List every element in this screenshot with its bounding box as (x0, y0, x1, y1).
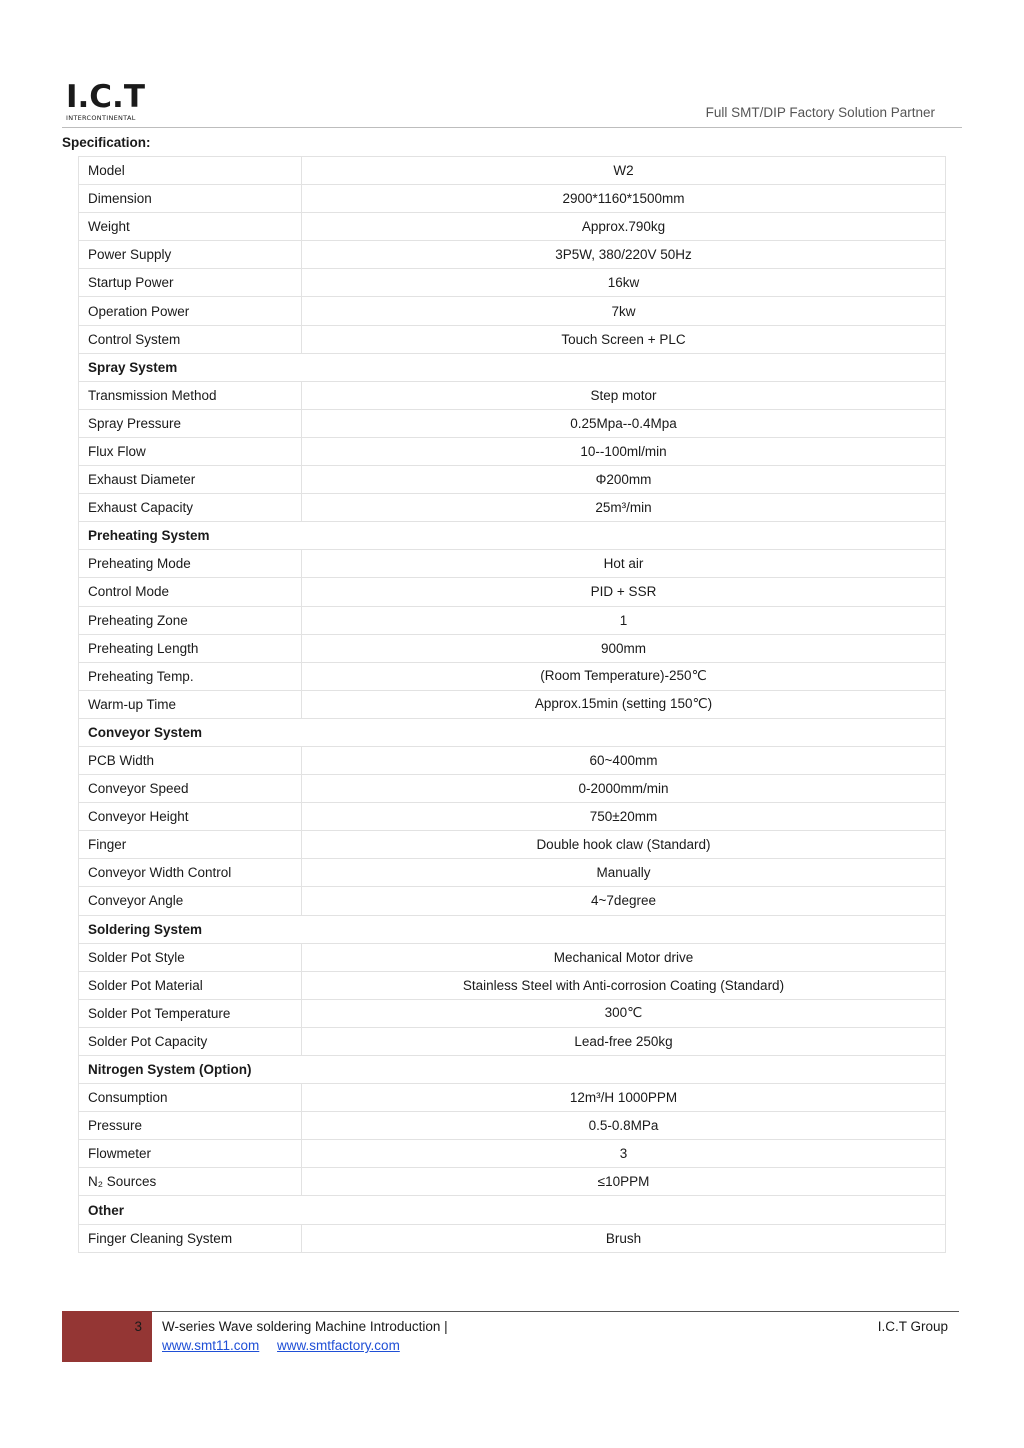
table-row (79, 381, 946, 409)
spec-value: 7kw (302, 297, 946, 325)
spec-label: Power Supply (79, 241, 302, 269)
spec-value: 3P5W, 380/220V 50Hz (302, 241, 946, 269)
spec-heading: Specification: (62, 135, 151, 150)
spec-value: Manually (302, 859, 946, 887)
section-row (79, 915, 946, 943)
spec-label: Spray Pressure (79, 409, 302, 437)
table-row (79, 466, 946, 494)
footer-divider (152, 1311, 959, 1312)
section-title: Preheating System (79, 522, 946, 550)
spec-value: PID + SSR (302, 578, 946, 606)
table-row (79, 325, 946, 353)
logo-letters: I.C.T (66, 79, 145, 115)
table-row (79, 1224, 946, 1252)
table-row (79, 775, 946, 803)
table-row (79, 494, 946, 522)
table-row (79, 297, 946, 325)
table-row (79, 157, 946, 185)
spec-label: Preheating Mode (79, 550, 302, 578)
section-row (79, 718, 946, 746)
section-title: Spray System (79, 353, 946, 381)
spec-label: Preheating Temp. (79, 662, 302, 690)
spec-label: Solder Pot Temperature (79, 999, 302, 1027)
spec-label: Finger Cleaning System (79, 1224, 302, 1252)
table-row (79, 1112, 946, 1140)
spec-value: 3 (302, 1140, 946, 1168)
spec-value: 60~400mm (302, 746, 946, 774)
section-row (79, 1196, 946, 1224)
spec-value: 1 (302, 606, 946, 634)
spec-label: Flowmeter (79, 1140, 302, 1168)
spec-label: PCB Width (79, 746, 302, 774)
footer-links (162, 1338, 414, 1353)
table-row (79, 185, 946, 213)
table-row (79, 634, 946, 662)
spec-value: Touch Screen + PLC (302, 325, 946, 353)
table-row (79, 803, 946, 831)
spec-label: Consumption (79, 1084, 302, 1112)
section-row (79, 1056, 946, 1084)
spec-value: Brush (302, 1224, 946, 1252)
spec-label: Conveyor Speed (79, 775, 302, 803)
spec-label: Solder Pot Capacity (79, 1027, 302, 1055)
table-row (79, 999, 946, 1027)
spec-table (78, 156, 946, 1253)
table-row (79, 269, 946, 297)
spec-label: Pressure (79, 1112, 302, 1140)
spec-value: 4~7degree (302, 887, 946, 915)
table-row (79, 1027, 946, 1055)
section-title: Soldering System (79, 915, 946, 943)
table-row (79, 746, 946, 774)
table-row (79, 943, 946, 971)
spec-value: Mechanical Motor drive (302, 943, 946, 971)
spec-label: Operation Power (79, 297, 302, 325)
spec-label: Preheating Zone (79, 606, 302, 634)
logo-subtitle: INTERCONTINENTAL (66, 114, 136, 122)
table-row (79, 241, 946, 269)
spec-label: Conveyor Height (79, 803, 302, 831)
spec-value: Lead-free 250kg (302, 1027, 946, 1055)
spec-label: Preheating Length (79, 634, 302, 662)
spec-label: Warm-up Time (79, 690, 302, 718)
spec-value: Φ200mm (302, 466, 946, 494)
spec-table-body (79, 157, 946, 1253)
table-row (79, 409, 946, 437)
table-row (79, 831, 946, 859)
table-row (79, 662, 946, 690)
footer-title: W-series Wave soldering Machine Introduction | (162, 1319, 448, 1334)
spec-label: Startup Power (79, 269, 302, 297)
table-row (79, 1168, 946, 1196)
spec-value: 16kw (302, 269, 946, 297)
spec-value: 2900*1160*1500mm (302, 185, 946, 213)
spec-label: Control System (79, 325, 302, 353)
spec-value: 750±20mm (302, 803, 946, 831)
spec-label: Conveyor Width Control (79, 859, 302, 887)
table-row (79, 1140, 946, 1168)
page-number: 3 (134, 1319, 142, 1334)
spec-label: Solder Pot Material (79, 971, 302, 999)
section-title: Conveyor System (79, 718, 946, 746)
header-divider (62, 127, 962, 128)
spec-label: Exhaust Capacity (79, 494, 302, 522)
spec-label: Solder Pot Style (79, 943, 302, 971)
spec-label: N₂ Sources (79, 1168, 302, 1196)
spec-value: ≤10PPM (302, 1168, 946, 1196)
spec-value: Approx.15min (setting 150℃) (302, 690, 946, 718)
spec-value: Hot air (302, 550, 946, 578)
table-row (79, 887, 946, 915)
section-row (79, 522, 946, 550)
section-title: Other (79, 1196, 946, 1224)
table-row (79, 213, 946, 241)
spec-value: 300℃ (302, 999, 946, 1027)
footer-company: I.C.T Group (877, 1319, 948, 1334)
spec-value: Step motor (302, 381, 946, 409)
spec-label: Conveyor Angle (79, 887, 302, 915)
header-tagline: Full SMT/DIP Factory Solution Partner (705, 105, 935, 120)
spec-value: 25m³/min (302, 494, 946, 522)
spec-label: Flux Flow (79, 437, 302, 465)
spec-value: 0.25Mpa--0.4Mpa (302, 409, 946, 437)
section-row (79, 353, 946, 381)
table-row (79, 690, 946, 718)
table-row (79, 859, 946, 887)
spec-value: Double hook claw (Standard) (302, 831, 946, 859)
spec-value: W2 (302, 157, 946, 185)
spec-label: Finger (79, 831, 302, 859)
spec-value: Stainless Steel with Anti-corrosion Coating (Standard) (302, 971, 946, 999)
spec-label: Model (79, 157, 302, 185)
spec-label: Transmission Method (79, 381, 302, 409)
table-row (79, 971, 946, 999)
footer-link-smtfactory[interactable]: www.smtfactory.com (277, 1338, 400, 1353)
table-row (79, 437, 946, 465)
spec-value: 10--100ml/min (302, 437, 946, 465)
table-row (79, 606, 946, 634)
section-title: Nitrogen System (Option) (79, 1056, 946, 1084)
spec-value: 0-2000mm/min (302, 775, 946, 803)
table-row (79, 550, 946, 578)
table-row (79, 1084, 946, 1112)
spec-value: (Room Temperature)-250℃ (302, 662, 946, 690)
spec-value: 900mm (302, 634, 946, 662)
spec-value: 12m³/H 1000PPM (302, 1084, 946, 1112)
spec-label: Control Mode (79, 578, 302, 606)
company-logo (66, 79, 166, 126)
spec-label: Weight (79, 213, 302, 241)
footer-link-smt11[interactable]: www.smt11.com (162, 1338, 260, 1353)
table-row (79, 578, 946, 606)
spec-value: 0.5-0.8MPa (302, 1112, 946, 1140)
spec-label: Exhaust Diameter (79, 466, 302, 494)
spec-value: Approx.790kg (302, 213, 946, 241)
spec-label: Dimension (79, 185, 302, 213)
